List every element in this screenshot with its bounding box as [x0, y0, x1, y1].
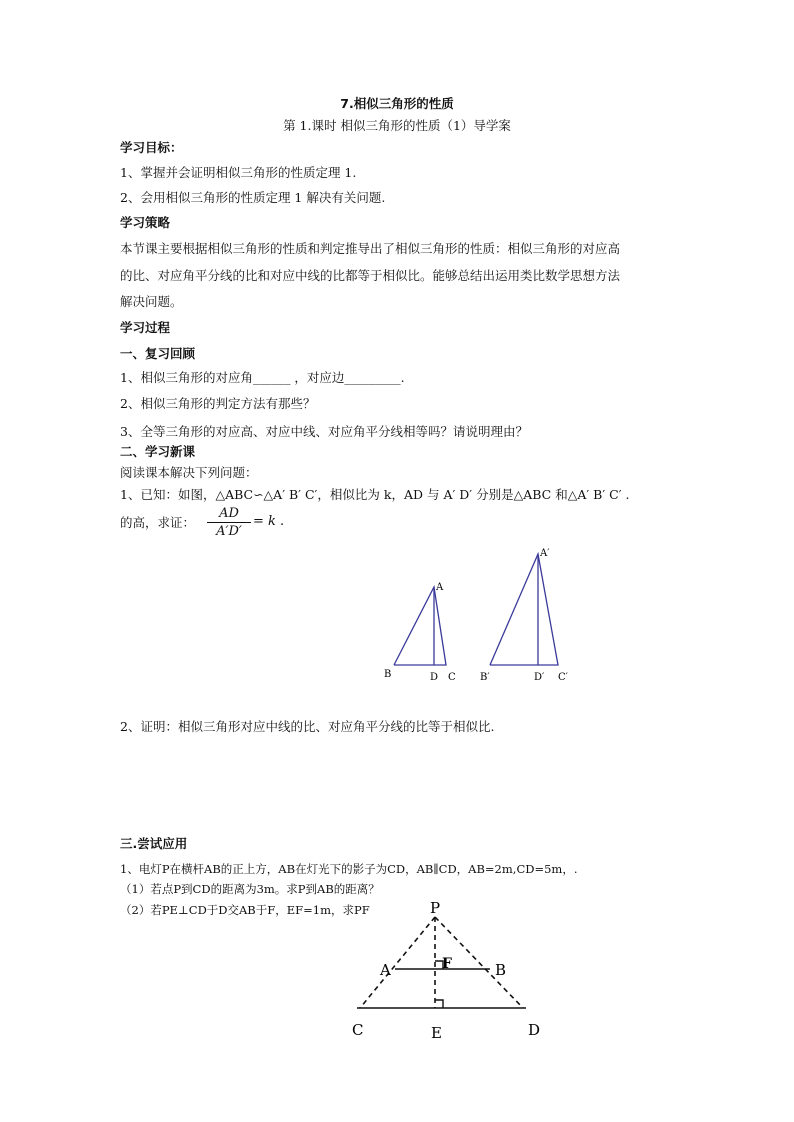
fraction-denominator: A′D′	[216, 524, 242, 539]
ray-pc	[360, 917, 435, 1008]
objectives-heading: 学习目标：	[120, 140, 183, 155]
label-d-prime: D′	[534, 672, 545, 683]
label-b-prime: B′	[480, 672, 490, 683]
new-lesson-heading: 二、学习新课	[120, 444, 196, 459]
application-heading: 三.尝试应用	[120, 836, 188, 851]
objective-item: 2、会用相似三角形的性质定理 1 解决有关问题.	[120, 190, 386, 205]
label-b: B	[384, 669, 392, 680]
label-a: A	[436, 582, 444, 593]
label-p: P	[430, 899, 441, 917]
process-heading: 学习过程	[120, 320, 171, 335]
objective-item: 1、掌握并会证明相似三角形的性质定理 1.	[120, 165, 357, 180]
triangle-a-prime-b-prime-c-prime	[490, 554, 558, 665]
question-2: 2、证明：相似三角形对应中线的比、对应角平分线的比等于相似比.	[120, 719, 495, 734]
application-question-1: 1、电灯P在横杆AB的正上方，AB在灯光下的影子为CD，AB∥CD，AB=2m,CD=5m，.	[120, 862, 578, 876]
triangle-abc	[394, 587, 446, 665]
fraction-numerator: AD	[207, 506, 251, 523]
strategy-heading: 学习策略	[120, 215, 171, 230]
question-1-line-2: 的高，求证：	[120, 515, 196, 530]
application-sub-2: （2）若PE⊥CD于D交AB于F，EF=1m，求PF	[120, 903, 370, 917]
label-a: A	[380, 961, 391, 979]
label-f: F	[442, 956, 452, 972]
new-lesson-intro: 阅读课本解决下列问题：	[120, 465, 258, 480]
page-subtitle: 第 1.课时 相似三角形的性质（1）导学案	[283, 118, 511, 133]
lamp-shadow-figure	[345, 895, 550, 1040]
strategy-line: 解决问题。	[120, 294, 183, 309]
review-item: 3、全等三角形的对应高、对应中线、对应角平分线相等吗？请说明理由？	[120, 424, 528, 439]
strategy-line: 的比、对应角平分线的比和对应中线的比都等于相似比。能够总结出运用类比数学思想方法	[120, 268, 621, 283]
label-c-prime: C′	[558, 672, 568, 683]
label-d: D	[430, 672, 439, 683]
review-heading: 一、复习回顾	[120, 346, 196, 361]
strategy-line: 本节课主要根据相似三角形的性质和判定推导出了相似三角形的性质：相似三角形的对应高	[120, 241, 621, 256]
label-c: C	[448, 672, 456, 683]
similar-triangles-figure	[380, 540, 580, 690]
question-1-line-1: 1、已知：如图，△ABC∽△A′ B′ C′，相似比为 k，AD 与 A′ D′ 分别是△ABC 和△A′ B′ C′ .	[120, 487, 630, 502]
review-item: 1、相似三角形的对应角______ ，对应边_________.	[120, 370, 405, 385]
fraction-rhs: = k .	[253, 514, 285, 529]
page-title: 7.相似三角形的性质	[340, 96, 454, 111]
label-c: C	[352, 1021, 364, 1039]
review-item: 2、相似三角形的判定方法有那些？	[120, 396, 316, 411]
right-angle-mark-e	[435, 1000, 443, 1008]
ratio-fraction	[207, 506, 251, 539]
label-a-prime: A′	[540, 548, 550, 559]
label-d: D	[528, 1021, 541, 1039]
label-e: E	[431, 1024, 442, 1040]
label-b: B	[495, 961, 507, 979]
application-sub-1: （1）若点P到CD的距离为3m。求P到AB的距离？	[120, 882, 380, 896]
